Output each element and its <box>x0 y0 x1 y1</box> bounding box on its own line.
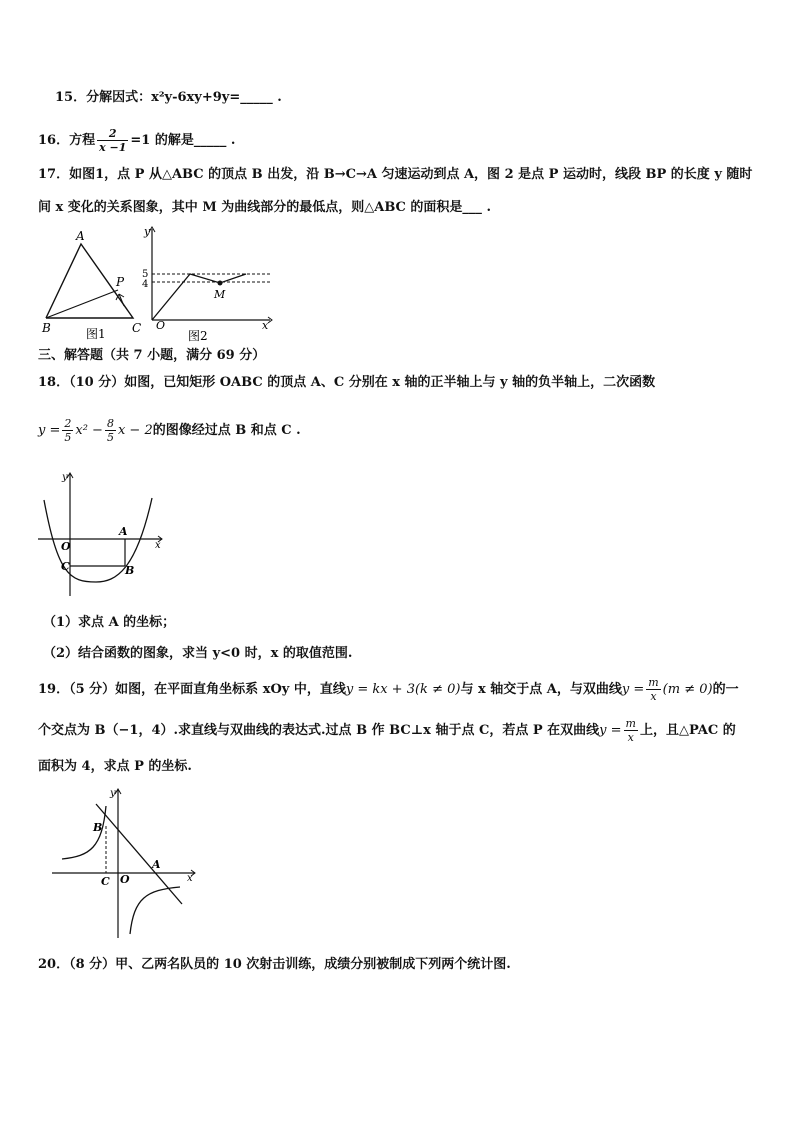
label-m: M <box>214 288 226 301</box>
question-19-line1 <box>38 671 739 709</box>
q16-frac-num: 2 <box>97 127 128 141</box>
eq-frac-2-num: 8 <box>106 417 114 430</box>
question-20: 20．（8 分）甲、乙两名队员的 10 次射击训练，成绩分别被制成下列两个统计图. <box>38 957 511 972</box>
line-ab <box>96 804 182 904</box>
label-b: B <box>93 821 103 834</box>
q19-hyp-y: y = <box>621 682 645 697</box>
q19-hyp2-frac <box>624 717 638 744</box>
eq-x2: x² − <box>75 423 103 438</box>
label-b: B <box>125 564 135 577</box>
label-p: P <box>116 275 125 289</box>
label-b: B <box>42 321 51 335</box>
axis-label-y: y <box>110 788 116 799</box>
tick-4: 4 <box>142 279 149 290</box>
q19-hyp2-y: y = <box>599 723 622 738</box>
q18-figure <box>36 470 166 600</box>
q19-line1-b: 与 x 轴交于点 A，与双曲线 <box>460 682 622 697</box>
label-c: C <box>101 875 110 888</box>
graph-curve <box>152 274 246 320</box>
label-c: C <box>132 321 142 335</box>
question-15: 15．分解因式：x²y-6xy+9y=_____ . <box>55 90 282 105</box>
q19-hyp-num: m <box>648 676 659 689</box>
q16-suffix: =1 的解是_____ . <box>130 133 236 148</box>
q16-frac-den: x −1 <box>99 141 127 154</box>
axis-label-y: y <box>144 225 151 238</box>
q19-hyp-cond: (m ≠ 0) <box>662 682 713 697</box>
question-17-line1: 17．如图1，点 P 从△ABC 的顶点 B 出发，沿 B→C→A 匀速运动到点 A，图 2 是点 P 运动时，线段 BP 的长度 y 随时 <box>38 167 753 182</box>
question-18-line1: 18．（10 分）如图，已知矩形 OABC 的顶点 A、C 分别在 x 轴的正半轴上与 y 轴的负半轴上，二次函数 <box>38 375 656 390</box>
q19-line1-a: 19．（5 分）如图，在平面直角坐标系 xOy 中，直线 <box>38 682 346 697</box>
eq-tail: 的图像经过点 B 和点 C . <box>152 423 301 438</box>
fig2-caption: 图2 <box>188 329 208 343</box>
question-16 <box>38 122 235 160</box>
q16-prefix: 16．方程 <box>38 133 96 148</box>
eq-y: y = <box>38 423 61 438</box>
q19-line2-a: 个交点为 B（−1，4）.求直线与双曲线的表达式.过点 B 作 BC⊥x 轴于点 C，若点 P 在双曲线 <box>38 723 600 738</box>
q19-line-eq: y = kx + 3(k ≠ 0) <box>345 682 461 697</box>
label-a: A <box>76 229 85 243</box>
q17-figure-1 <box>36 228 149 343</box>
label-a: A <box>152 858 161 871</box>
origin-label: O <box>61 540 71 553</box>
section-3-title: 三、解答题（共 7 小题，满分 69 分） <box>38 348 266 363</box>
label-a: A <box>119 525 128 538</box>
q17-figure-2 <box>138 225 278 343</box>
question-18-part2: （2）结合函数的图象，求当 y<0 时，x 的取值范围. <box>43 646 353 661</box>
eq-rest: x − 2 <box>117 423 153 438</box>
origin-label: O <box>120 873 130 886</box>
q19-hyp2-den: x <box>627 731 634 744</box>
q19-hyp-frac <box>646 676 660 703</box>
q16-fraction <box>97 127 128 154</box>
q19-line2-b: 上，且△PAC 的 <box>639 723 736 738</box>
axis-label-y: y <box>62 472 68 483</box>
question-18-part1: （1）求点 A 的坐标； <box>43 615 176 630</box>
origin-label: O <box>156 319 166 332</box>
eq-frac-2 <box>105 417 116 444</box>
eq-frac-1 <box>62 417 73 444</box>
axis-label-x: x <box>187 873 193 884</box>
fig1-caption: 图1 <box>86 327 106 341</box>
axis-label-x: x <box>155 540 161 551</box>
question-17-line2: 间 x 变化的关系图象，其中 M 为曲线部分的最低点，则△ABC 的面积是___ . <box>38 200 491 215</box>
question-19-line3: 面积为 4，求点 P 的坐标. <box>38 759 192 774</box>
eq-frac-2-den: 5 <box>106 431 114 444</box>
q19-line1-c: 的一 <box>712 682 739 697</box>
question-18-equation <box>38 412 301 450</box>
q19-hyp2-num: m <box>625 717 636 730</box>
hyperbola-right <box>130 887 180 934</box>
axis-label-x: x <box>262 319 269 332</box>
question-19-line2 <box>38 712 736 750</box>
point-m <box>218 281 223 286</box>
q19-figure <box>50 786 200 941</box>
eq-frac-1-num: 2 <box>64 417 72 430</box>
eq-frac-1-den: 5 <box>64 431 72 444</box>
label-c: C <box>61 560 70 573</box>
tick-5: 5 <box>142 269 149 280</box>
q19-hyp-den: x <box>650 690 657 703</box>
